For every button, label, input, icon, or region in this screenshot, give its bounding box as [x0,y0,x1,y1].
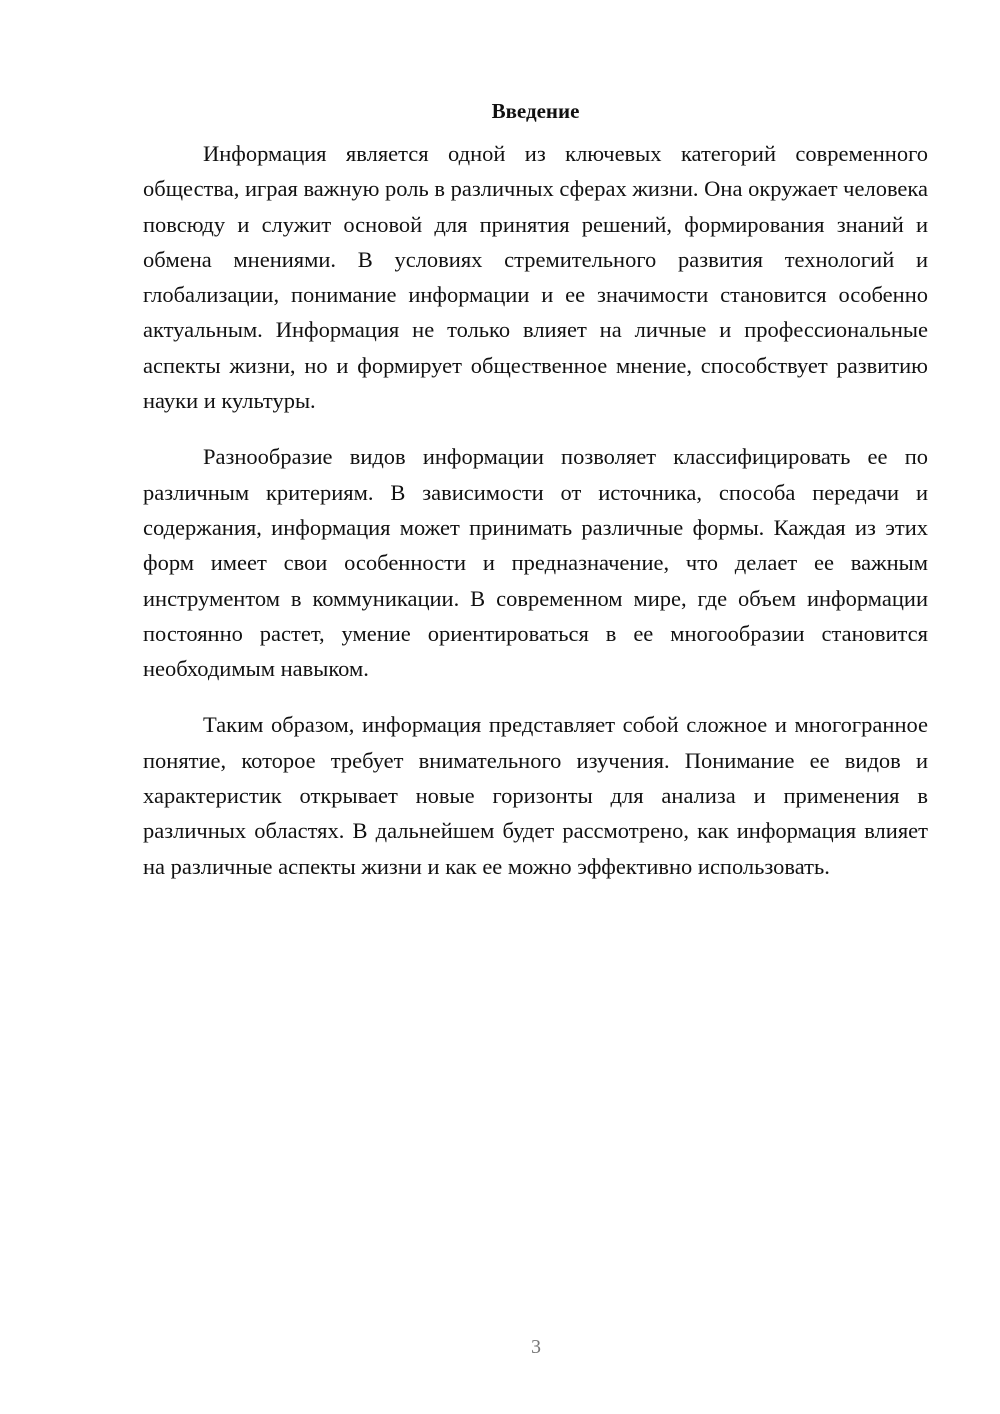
paragraph-1: Информация является одной из ключевых категорий современного общества, играя важную роль в различных сферах жизни. Она окружает человека повсюду и служит основой для принятия решений, формирования знаний и обмена мнениями. В условиях стремительного развития технологий и глобализации, понимание информации и ее значимости становится особенно актуальным. Информация не только влияет на личные и профессиональные аспекты жизни, но и формирует общественное мнение, способствует развитию науки и культуры. [143,141,928,414]
paragraph-3: Таким образом, информация представляет собой сложное и многогранное понятие, которое требует внимательного изучения. Понимание ее видов и характеристик открывает новые горизонты для анализа и применения в различных областях. В дальнейшем будет рассмотрено, как информация влияет на различные аспекты жизни и как ее можно эффективно использовать. [143,712,928,879]
section-title: Введение [491,99,580,123]
page-content [143,96,928,884]
paragraph-2: Разнообразие видов информации позволяет классифицировать ее по различным критериям. В зависимости от источника, способа передачи и содержания, информация может принимать различные формы. Каждая из этих форм имеет свои особенности и предназначение, что делает ее важным инструментом в коммуникации. В современном мире, где объем информации постоянно растет, умение ориентироваться в ее многообразии становится необходимым навыком. [143,444,928,682]
page-number: 3 [531,1336,541,1358]
